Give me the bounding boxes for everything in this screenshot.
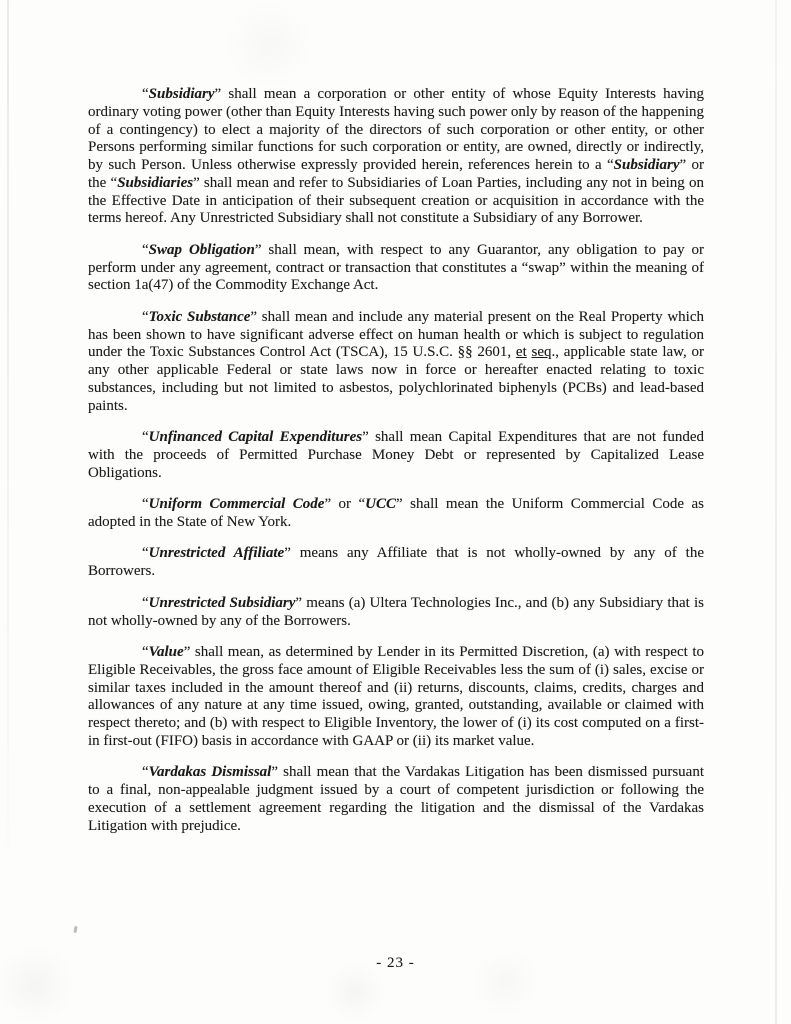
paragraph <box>88 644 704 751</box>
defined-term: Unrestricted Affiliate <box>148 545 285 562</box>
paragraph <box>88 86 704 228</box>
text-segment: “ <box>142 545 149 562</box>
defined-term: Value <box>148 644 184 661</box>
text-segment: ” shall mean the Uniform Commercial Code as adopted in the State of New York. <box>88 496 704 530</box>
paragraph <box>88 309 704 416</box>
defined-term: Toxic Substance <box>148 308 251 325</box>
text-segment: “ <box>142 241 149 258</box>
document-body <box>88 86 704 835</box>
text-segment: ” shall mean Capital Expenditures that are not funded with the proceeds of Permitted Purchase Money Debt or represented by Capitalized Lease Obligations. <box>88 429 705 481</box>
paragraph <box>88 764 704 835</box>
scan-edge-right <box>775 0 777 1024</box>
text-segment: “ <box>142 764 149 781</box>
text-segment: “ <box>142 308 149 325</box>
text-segment: ” shall mean and refer to Subsidiaries of Loan Parties, including any not in being on the Effective Date in anticipation of their subsequent creation or acquisition in accordance with the terms hereof. Any Unrestricted Subsidiary shall not constitute a Subsidiary of any Borrower. <box>88 174 705 227</box>
text-segment: ., applicable state law, or any other applicable Federal or state laws now in force or hereafter enacted relating to toxic substances, including but not limited to asbestos, polychlorinated biphenyls (PCBs) and lead-based paints. <box>88 344 705 414</box>
page-number: - 23 - <box>376 955 415 971</box>
defined-term: Subsidiary <box>613 157 680 173</box>
text-segment: ” shall mean that the Vardakas Litigation has been dismissed pursuant to a final, non-appealable judgment issued by a court of competent jurisdiction or following the execution of a settlement agreement regarding the litigation and the dismissal of the Vardakas Litigation with prejudice. <box>88 764 704 834</box>
text-segment: ” or the “ <box>88 157 704 191</box>
paragraph <box>88 595 704 631</box>
scan-edge-left <box>7 0 9 905</box>
text-segment: ” shall mean, with respect to any Guarantor, any obligation to pay or perform under any agreement, contract or transaction that constitutes a “swap” within the meaning of section 1a(47) of the Commodity Exchange Act. <box>88 241 704 294</box>
text-segment: ” shall mean, as determined by Lender in its Permitted Discretion, (a) with respect to Eligible Receivables, the gross face amount of Eligible Receivables less the sum of (i) sales, excise or similar taxes included in the amount thereof and (ii) returns, discounts, claims, credits, charges and allowances of any nature at any time issued, owing, granted, outstanding, available or claimed with respect thereto; and (b) with respect to Eligible Inventory, the lower of (i) its cost computed on a first-in first-out (FIFO) basis in accordance with GAAP or (ii) its market value. <box>88 644 704 749</box>
defined-term: Subsidiaries <box>117 174 194 191</box>
defined-term: Swap Obligation <box>148 241 255 258</box>
defined-term: Unrestricted Subsidiary <box>148 594 296 611</box>
paragraph <box>88 545 704 581</box>
defined-term: Subsidiary <box>148 86 215 102</box>
text-segment: “ <box>142 644 149 661</box>
defined-term: UCC <box>365 496 397 513</box>
text-segment: ” shall mean a corporation or other entity of whose Equity Interests having ordinary voting power (other than Equity Interests having such power only by reason of the happening of a contingency) to elect a majority of the directors of such corporation or other entity, or other Persons performing similar functions for such corporation or entity, are owned, directly or indirectly, by such Person. Unless otherwise expressly provided herein, references herein to a “ <box>88 86 704 173</box>
defined-term: Unfinanced Capital Expenditures <box>148 429 363 446</box>
text-segment: “ <box>142 86 149 102</box>
underlined-text: et <box>515 344 527 361</box>
paragraph <box>88 242 704 295</box>
defined-term: Uniform Commercial Code <box>148 496 325 513</box>
text-segment: “ <box>142 496 149 513</box>
text-segment: ” shall mean and include any material present on the Real Property which has been shown to have significant adverse effect on human health or which is subject to regulation under the Toxic Substances Control Act (TSCA), 15 U.S.C. §§ 2601, <box>88 308 704 361</box>
paragraph <box>88 496 704 532</box>
text-segment: “ <box>142 594 149 611</box>
defined-term: Vardakas Dismissal <box>148 764 272 781</box>
paragraph <box>88 429 704 482</box>
text-segment: “ <box>142 429 149 446</box>
text-segment: ” means (a) Ultera Technologies Inc., and (b) any Subsidiary that is not wholly-owned by any of the Borrowers. <box>88 594 705 629</box>
underlined-text: seq <box>531 344 552 361</box>
text-segment: ” or “ <box>324 496 366 513</box>
text-segment: ” means any Affiliate that is not wholly-owned by any of the Borrowers. <box>88 545 704 580</box>
scan-speck <box>73 926 77 933</box>
